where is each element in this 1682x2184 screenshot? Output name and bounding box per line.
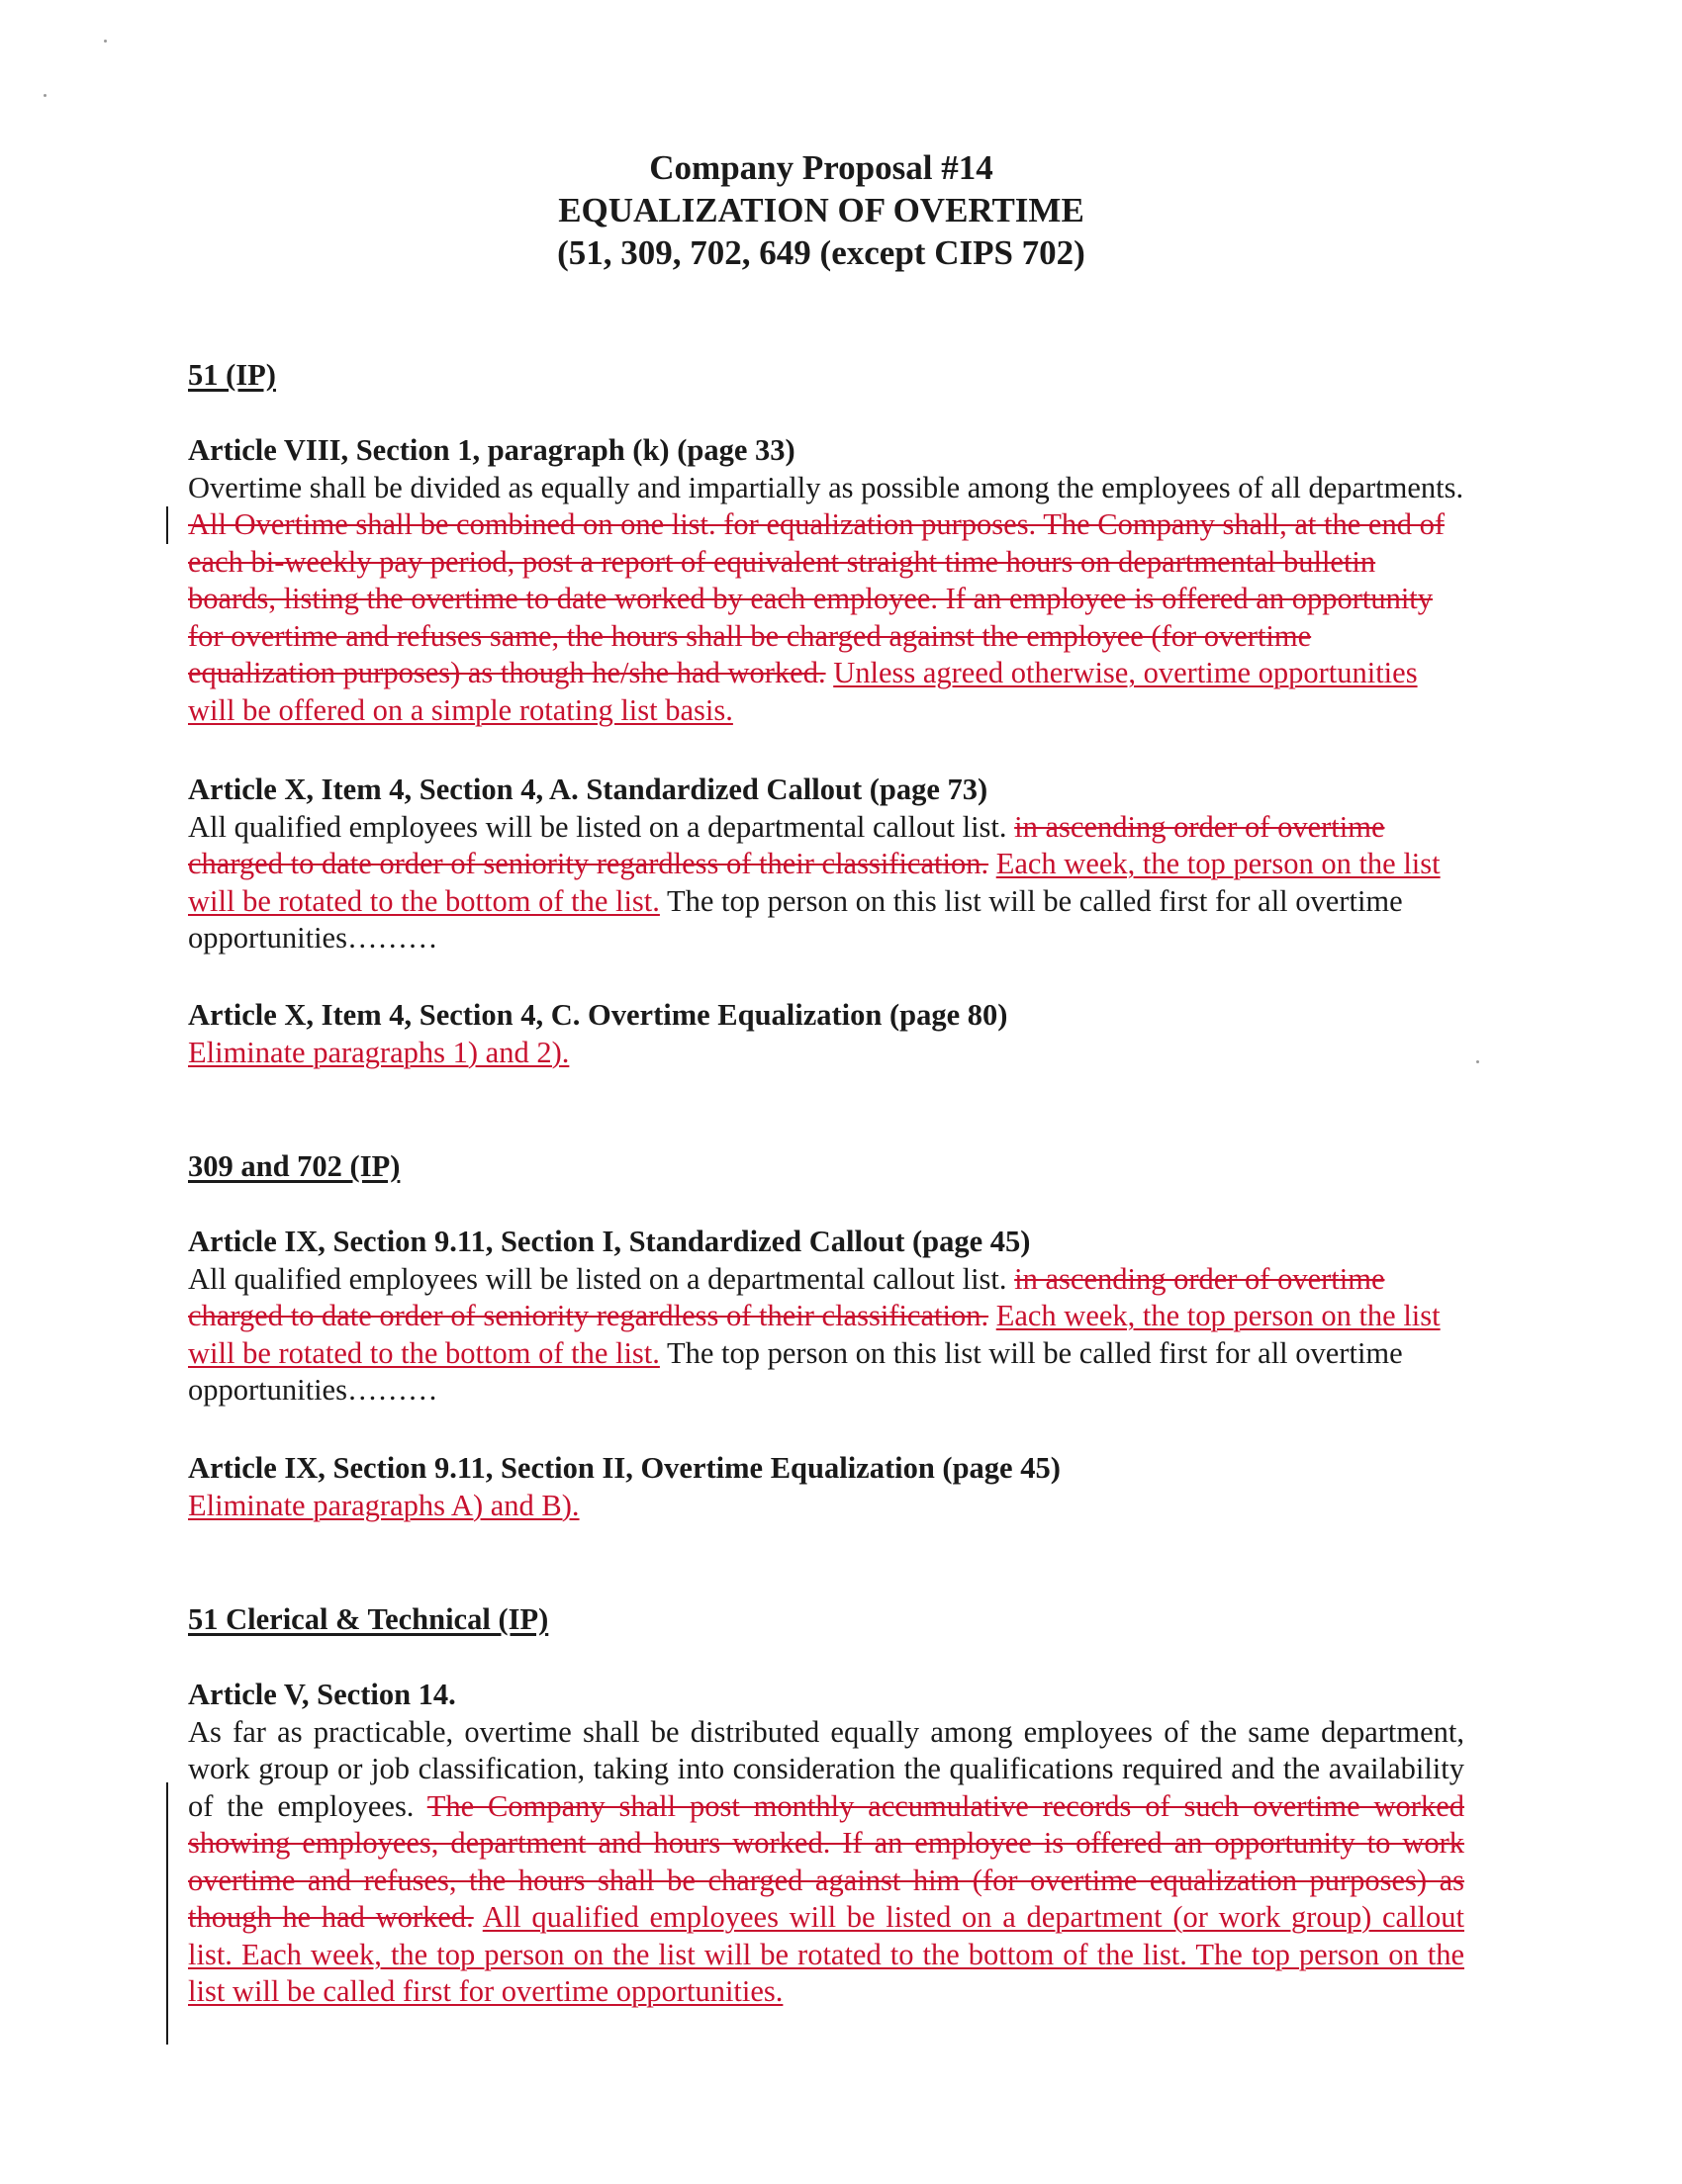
scan-speck <box>44 94 47 97</box>
article-title: Article V, Section 14. <box>188 1678 456 1711</box>
original-text: All qualified employees will be listed on a departmental callout list. <box>188 1261 1007 1296</box>
original-text-after: The top person on this list will be called first for all overtime opportunities……… <box>188 1335 1403 1407</box>
inserted-text: Eliminate paragraphs 1) and 2). <box>188 1035 570 1069</box>
article-body <box>188 1035 1464 1072</box>
deleted-text: All Overtime shall be combined on one list. for equalization purposes. The Company shall, at the end of each bi-weekly pay period, post a report of equivalent straight time hours on departmental bulletin boards, listing the overtime to date worked by each employee. If an employee is offered an opportunity for overtime and refuses same, the hours shall be charged against the employee (for overtime equalization purposes) as though he/she had worked. <box>188 507 1445 689</box>
revision-change-bar <box>166 1782 168 2045</box>
article-title: Article VIII, Section 1, paragraph (k) (page 33) <box>188 433 795 467</box>
proposal-scope: (51, 309, 702, 649 (except CIPS 702) <box>557 233 1085 272</box>
article-body <box>188 470 1464 730</box>
original-text: As far as practicable, overtime shall be distributed equally among employees of the same department, work group or job classification, taking into consideration the qualifications required and the availability of the employees. <box>188 1714 1464 1823</box>
scan-speck <box>1476 1060 1479 1063</box>
article-ix-section-9-11-section-ii <box>188 1450 1464 1524</box>
article-title: Article IX, Section 9.11, Section II, Overtime Equalization (page 45) <box>188 1451 1061 1485</box>
scan-speck <box>104 40 107 43</box>
inserted-text: All qualified employees will be listed on a department (or work group) callout list. Each week, the top person on the list will be rotated to the bottom of the list. The top person on the list will be called first for overtime opportunities. <box>188 1900 1464 2008</box>
deleted-text: in ascending order of overtime charged to date order of seniority regardless of their classification. <box>188 1261 1385 1332</box>
article-body <box>188 1488 1464 1525</box>
article-body <box>188 1714 1464 2011</box>
original-text: All qualified employees will be listed on a departmental callout list. <box>188 809 1007 844</box>
article-x-item-4-section-4-c <box>188 997 1464 1071</box>
article-body <box>188 1261 1464 1410</box>
inserted-text: Each week, the top person on the list will be rotated to the bottom of the list. <box>188 847 1441 918</box>
inserted-text: Each week, the top person on the list will be rotated to the bottom of the list. <box>188 1299 1441 1370</box>
article-v-section-14 <box>188 1677 1464 2011</box>
article-viii-section-1 <box>188 432 1464 729</box>
article-x-item-4-section-4-a <box>188 772 1464 957</box>
article-title: Article X, Item 4, Section 4, A. Standardized Callout (page 73) <box>188 773 988 806</box>
section-heading-51-ip: 51 (IP) <box>188 358 276 392</box>
deleted-text: The Company shall post monthly accumulative records of such overtime worked showing employees, department and hours worked. If an employee is offered an opportunity to work overtime and refuses, the hours shall be charged against him (for overtime equalization purposes) as though he had worked. <box>188 1788 1464 1934</box>
revision-change-bar <box>166 506 168 544</box>
article-title: Article X, Item 4, Section 4, C. Overtime Equalization (page 80) <box>188 998 1008 1032</box>
article-body <box>188 809 1464 957</box>
document-header <box>0 146 1642 274</box>
original-text-after: The top person on this list will be called first for all overtime opportunities……… <box>188 883 1403 955</box>
article-title: Article IX, Section 9.11, Section I, Standardized Callout (page 45) <box>188 1225 1031 1258</box>
proposal-number: Company Proposal #14 <box>649 148 993 187</box>
section-heading-51-clerical-technical: 51 Clerical & Technical (IP) <box>188 1602 549 1636</box>
proposal-title: EQUALIZATION OF OVERTIME <box>558 191 1084 229</box>
section-heading-309-702-ip: 309 and 702 (IP) <box>188 1149 401 1183</box>
inserted-text: Eliminate paragraphs A) and B). <box>188 1488 580 1522</box>
original-text: Overtime shall be divided as equally and impartially as possible among the employees of all departments. <box>188 470 1464 504</box>
deleted-text: in ascending order of overtime charged to date order of seniority regardless of their classification. <box>188 809 1385 880</box>
inserted-text: Unless agreed otherwise, overtime opportunities will be offered on a simple rotating list basis. <box>188 656 1418 727</box>
article-ix-section-9-11-section-i <box>188 1224 1464 1410</box>
